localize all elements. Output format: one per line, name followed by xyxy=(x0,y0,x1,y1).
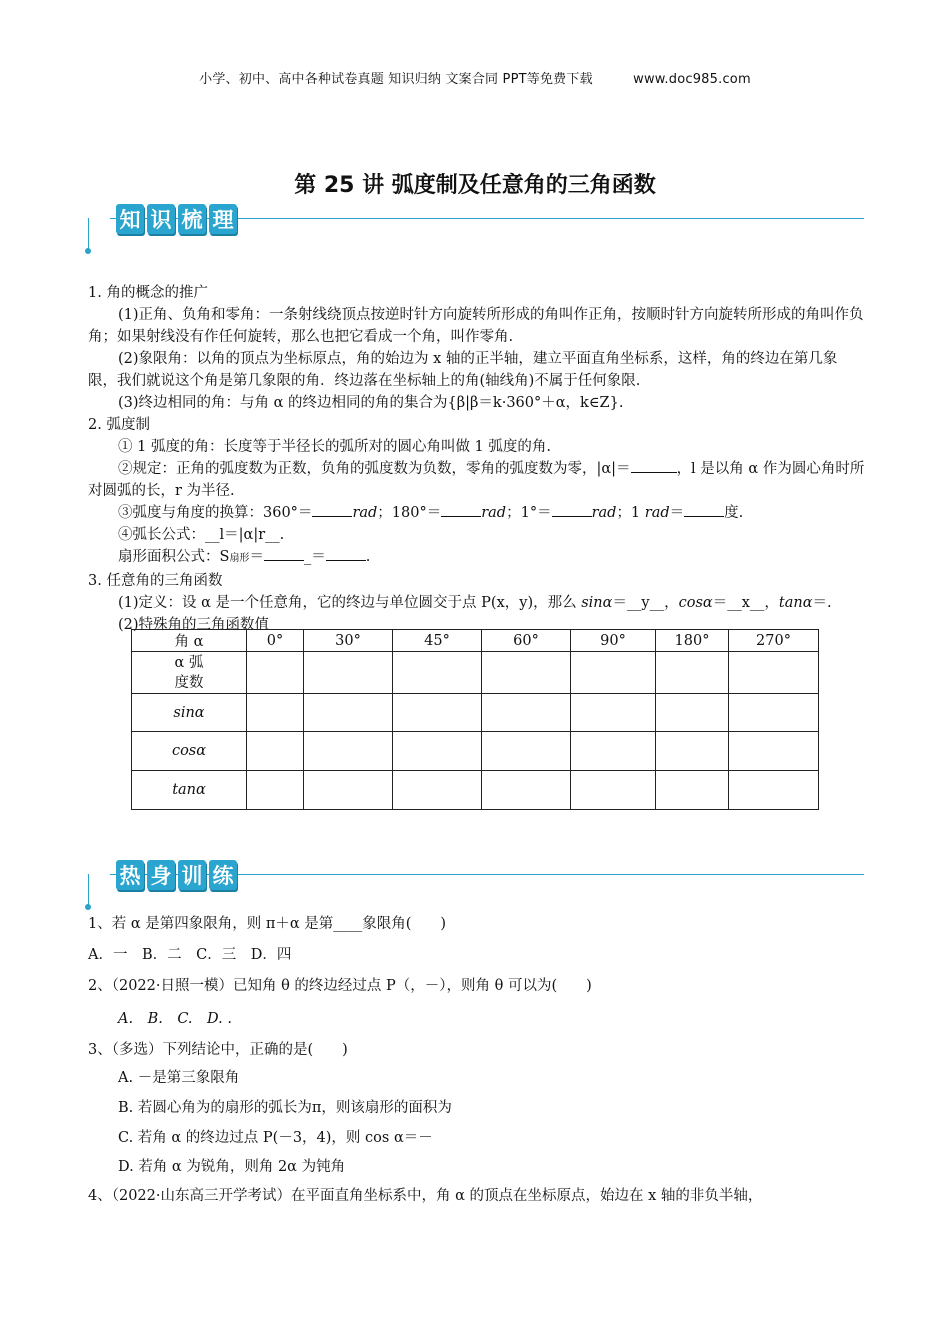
text: ＝ xyxy=(249,549,264,565)
table-header-cell: 90° xyxy=(571,630,656,652)
text: . xyxy=(365,549,371,565)
paragraph: (2)特殊角的三角函数值 xyxy=(118,617,270,633)
banner-tile: 梳 xyxy=(178,204,206,234)
table-header-cell: 180° xyxy=(656,630,729,652)
banner-tile: 知 xyxy=(116,204,144,234)
text: ③弧度与角度的换算：360°＝ xyxy=(118,505,313,521)
banner-tile: 训 xyxy=(178,860,206,890)
row-label: tanα xyxy=(132,771,247,810)
question-2-options: A. B. C. D. . xyxy=(118,1011,232,1027)
unit-rad: rad xyxy=(644,505,670,521)
page-title: 第 25 讲 弧度制及任意角的三角函数 xyxy=(294,173,656,198)
question-3: 3、（多选）下列结论中，正确的是( ) xyxy=(88,1042,348,1058)
text: ；1 xyxy=(616,505,645,521)
text: ；180°＝ xyxy=(377,505,442,521)
section-heading: 2. 弧度制 xyxy=(88,417,150,433)
question-1-options: A．一 B．二 C．三 D．四 xyxy=(88,947,292,963)
unit-rad: rad xyxy=(591,505,617,521)
math-cos: cosα xyxy=(678,595,713,611)
warmup-questions xyxy=(88,0,866,1344)
text: ＝__y__， xyxy=(612,595,679,611)
unit-rad: rad xyxy=(352,505,378,521)
paragraph: (1)正角、负角和零角：一条射线绕顶点按逆时针方向旋转所形成的角叫作正角，按顺时针方向旋转所形成的角叫作负角；如果射线没有作任何旋转，那么也把它看成一个角，叫作零角. xyxy=(88,307,864,345)
math-tan: tanα xyxy=(778,595,813,611)
paragraph: (3)终边相同的角：与角 α 的终边相同的角的集合为{β|β＝k·360°＋α，k∈Z}. xyxy=(118,395,624,411)
question-3-option-b: B. 若圆心角为的扇形的弧长为π，则该扇形的面积为 xyxy=(118,1100,452,1116)
banner-tile: 身 xyxy=(147,860,175,890)
question-3-option-d: D. 若角 α 为锐角，则角 2α 为钝角 xyxy=(118,1159,346,1175)
question-2: 2、（2022·日照一模）已知角 θ 的终边经过点 P（，－），则角 θ 可以为( ) xyxy=(88,978,592,994)
table-header-cell: 30° xyxy=(304,630,393,652)
paragraph: ① 1 弧度的角：长度等于半径长的弧所对的圆心角叫做 1 弧度的角. xyxy=(118,439,551,455)
header-site[interactable]: www.doc985.com xyxy=(633,72,751,87)
question-3-option-a: A. －是第三象限角 xyxy=(118,1070,240,1086)
row-label: sinα xyxy=(132,694,247,732)
math-sin: sinα xyxy=(581,595,613,611)
header-text: 小学、初中、高中各种试卷真题 知识归纳 文案合同 PPT等免费下载 xyxy=(199,72,593,87)
banner-tile: 练 xyxy=(209,860,237,890)
text: ，l 是以角 α 作为圆心角时所对圆弧的长，r 为半径. xyxy=(88,461,865,499)
text: ②规定：正角的弧度数为正数，负角的弧度数为负数，零角的弧度数为零，|α|＝ xyxy=(118,461,631,477)
text: ；1°＝ xyxy=(506,505,552,521)
text: _＝ xyxy=(303,549,326,565)
table-header-cell: 270° xyxy=(729,630,819,652)
subscript: 扇形 xyxy=(229,553,250,564)
section-heading: 3. 任意角的三角函数 xyxy=(88,573,223,589)
question-4: 4、（2022·山东高三开学考试）在平面直角坐标系中，角 α 的顶点在坐标原点，始边在 x 轴的非负半轴， xyxy=(88,1188,763,1204)
text: ＝ xyxy=(669,505,685,521)
unit-rad: rad xyxy=(481,505,507,521)
row-label: cosα xyxy=(132,732,247,771)
text: (1)定义：设 α 是一个任意角，它的终边与单位圆交于点 P(x，y)，那么 xyxy=(118,595,582,611)
table-header-cell: 0° xyxy=(247,630,304,652)
banner-tile: 热 xyxy=(116,860,144,890)
table-header-cell: 60° xyxy=(482,630,571,652)
text: ＝__x__， xyxy=(712,595,779,611)
section-heading: 1. 角的概念的推广 xyxy=(88,285,208,301)
paragraph: ④弧长公式：__l＝|α|r__. xyxy=(118,527,285,543)
text: 度. xyxy=(724,505,744,521)
text: ＝. xyxy=(812,595,832,611)
paragraph: (2)象限角：以角的顶点为坐标原点，角的始边为 x 轴的正半轴，建立平面直角坐标系，这样，角的终边在第几象限，我们就说这个角是第几象限的角．终边落在坐标轴上的角(轴线角)不属于任何象限. xyxy=(88,351,838,389)
question-1: 1、若 α 是第四象限角，则 π＋α 是第____象限角( ) xyxy=(88,916,447,932)
text: 扇形面积公式：S xyxy=(118,549,230,565)
banner-tile: 识 xyxy=(147,204,175,234)
question-3-option-c: C. 若角 α 的终边过点 P(－3，4)，则 cos α＝－ xyxy=(118,1130,433,1146)
banner-tile: 理 xyxy=(209,204,237,234)
table-header-cell: 45° xyxy=(393,630,482,652)
table-header-cell: 角 α xyxy=(132,630,247,652)
row-label: α 弧 度数 xyxy=(132,652,247,694)
